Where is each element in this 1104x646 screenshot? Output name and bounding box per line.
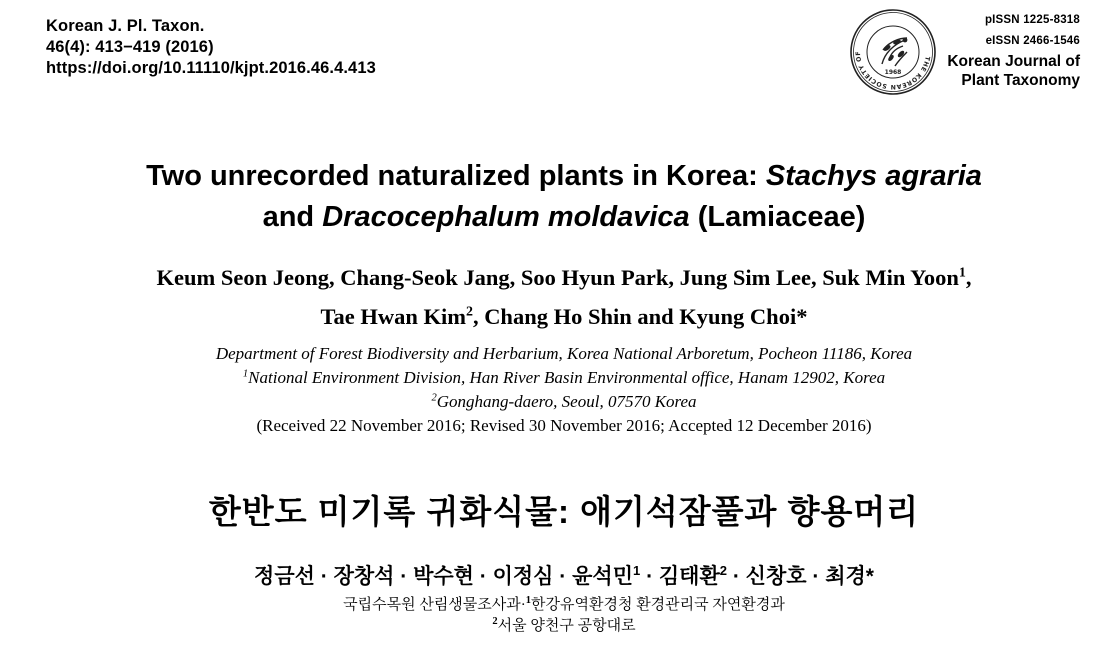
eissn: eISSN 2466-1546 <box>985 35 1080 47</box>
authors-line2-name: Tae Hwan Kim <box>320 304 466 329</box>
korean-authors-part3: · 신창호 · 최경* <box>727 565 874 588</box>
affiliation-2-text: Gonghang-daero, Seoul, 07570 Korea <box>436 392 697 411</box>
korean-affil-line1-a: 국립수목원 산림생물조사과· <box>343 597 526 613</box>
korean-affil-sup-2: 2 <box>492 616 498 627</box>
citation-block <box>46 16 376 79</box>
korean-title: 한반도 미기록 귀화식물: 애기석잠풀과 향용머리 <box>208 493 920 530</box>
title-line-2 <box>0 197 1104 238</box>
korean-authors-part1: 정금선 · 장창석 · 박수현 · 이정심 · 윤석민 <box>254 565 633 588</box>
korean-author-list <box>0 561 1104 593</box>
authors-line1-end: , <box>965 265 972 290</box>
korean-author-sup-1: 1 <box>632 563 641 578</box>
author-line-2 <box>0 297 1104 336</box>
korean-affil-line2-text: 서울 양천구 공항대로 <box>497 618 636 634</box>
title-line-1 <box>0 156 1104 197</box>
korean-affil-line1-b: 한강유역환경청 환경관리국 자연환경과 <box>531 597 785 613</box>
affiliation-1-text: National Environment Division, Han River Basin Environmental office, Hanam 12902, Korea <box>248 368 886 387</box>
journal-seal-icon <box>849 8 937 96</box>
affiliation-main: Department of Forest Biodiversity and Herbarium, Korea National Arboretum, Pocheon 11186, Korea <box>215 344 913 363</box>
affiliation-1 <box>0 366 1104 390</box>
author-list <box>0 258 1104 336</box>
species-stachys: Stachys agraria <box>765 160 982 192</box>
journal-name-line2: Plant Taxonomy <box>961 72 1080 89</box>
title-line2-prefix: and <box>262 201 323 233</box>
affiliation-2-sup: 2 <box>431 392 437 404</box>
authors-line2-rest: , Chang Ho Shin and Kyung Choi* <box>472 304 808 329</box>
korean-affil-sup-1: 1 <box>525 595 532 606</box>
korean-affiliation-line-1 <box>0 595 1104 616</box>
paper-title <box>0 156 1104 238</box>
author-line-1 <box>0 258 1104 297</box>
citation-doi[interactable]: https://doi.org/10.11110/kjpt.2016.46.4.413 <box>46 59 376 77</box>
species-dracocephalum: Dracocephalum moldavica <box>322 201 690 233</box>
issn-block <box>947 10 1080 90</box>
affiliations <box>0 342 1104 438</box>
seal-year: 1968 <box>884 69 902 76</box>
authors-line1-text: Keum Seon Jeong, Chang-Seok Jang, Soo Hyun Park, Jung Sim Lee, Suk Min Yoon <box>156 265 959 290</box>
author-affil-sup-1: 1 <box>958 265 966 281</box>
seal-ring-text: THE KOREAN SOCIETY OF <box>854 50 931 91</box>
citation-journal: Korean J. Pl. Taxon. <box>46 17 205 35</box>
korean-author-sup-2: 2 <box>719 563 728 578</box>
title-line1-prefix: Two unrecorded naturalized plants in Korea: <box>146 160 766 192</box>
title-line2-suffix: (Lamiaceae) <box>689 201 866 233</box>
korean-authors-part2: · 김태환 <box>640 565 720 588</box>
pissn: pISSN 1225-8318 <box>984 14 1080 26</box>
journal-name-line1: Korean Journal of <box>947 53 1080 70</box>
affiliation-2 <box>0 390 1104 414</box>
citation-volume: 46(4): 413−419 (2016) <box>46 38 214 56</box>
korean-affiliation-line-2 <box>0 616 1104 637</box>
affiliation-1-sup: 1 <box>242 368 249 380</box>
korean-affiliations <box>0 595 1104 637</box>
received-dates: (Received 22 November 2016; Revised 30 November 2016; Accepted 12 December 2016) <box>256 416 872 435</box>
author-affil-sup-2: 2 <box>465 304 473 320</box>
